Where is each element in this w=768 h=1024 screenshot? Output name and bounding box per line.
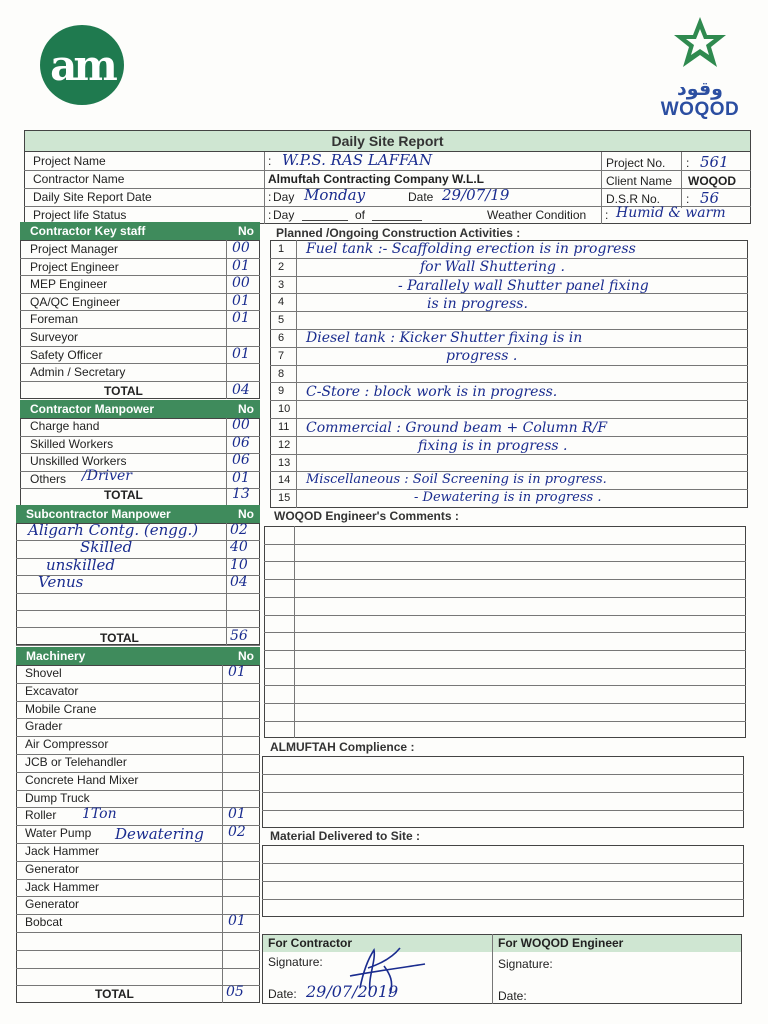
activity-row-number: 1 [278, 243, 285, 255]
of-label: of [355, 208, 366, 222]
machinery-label: Grader [25, 719, 63, 734]
key-staff-value: 00 [232, 275, 250, 292]
date-value: 29/07/19 [442, 186, 510, 204]
woqod-latin-text: WOQOD [660, 99, 740, 120]
subcontractor-value: 40 [230, 539, 248, 556]
colon: : [605, 208, 609, 222]
machinery-label: Jack Hammer [25, 879, 100, 894]
activity-row-number: 4 [278, 296, 285, 309]
pump-note: Dewatering [115, 825, 204, 843]
weather-value: Humid & warm [616, 205, 726, 221]
machinery-label: Air Compressor [25, 737, 109, 752]
key-staff-label: Project Manager [30, 242, 119, 256]
activity-row-number: 3 [278, 278, 285, 291]
machinery-label: Excavator [25, 683, 79, 698]
activity-line-2: for Wall Shuttering . [420, 259, 565, 275]
contractor-date-value: 29/07/2019 [306, 982, 399, 1001]
activity-line-8: Commercial : Ground beam + Column R/F [306, 420, 608, 436]
machinery-label: Concrete Hand Mixer [25, 772, 139, 787]
manpower-label: Unskilled Workers [30, 454, 127, 469]
machinery-label: Bobcat [25, 915, 63, 930]
activity-row-number: 7 [278, 349, 285, 362]
project-name-label: Project Name [33, 154, 106, 168]
subcontractor-value: 10 [230, 556, 248, 573]
date-word: Date [408, 190, 434, 204]
activity-line-9: fixing is in progress . [418, 438, 568, 454]
client-name-label: Client Name [606, 174, 673, 188]
woqod-logo [655, 15, 745, 125]
key-staff-label: Safety Officer [30, 347, 103, 362]
project-life-label: Project life Status [33, 208, 127, 222]
material-header: Material Delivered to Site : [270, 829, 421, 843]
activity-row-number: 9 [278, 385, 285, 398]
subcontractor-header: Subcontractor Manpower No [16, 505, 260, 523]
subcontractor-label: Skilled [80, 538, 133, 557]
machinery-label: Mobile Crane [25, 701, 97, 716]
key-staff-total-value: 04 [232, 381, 250, 398]
report-date-label: Daily Site Report Date [33, 190, 152, 204]
manpower-label: Skilled Workers [30, 436, 114, 451]
subcontractor-value: 04 [230, 574, 248, 591]
key-staff-value: 01 [232, 345, 250, 362]
for-contractor-label: For Contractor [268, 936, 352, 950]
machinery-label: Shovel [25, 666, 62, 680]
colon: : [686, 156, 690, 170]
machinery-total-label: TOTAL [95, 987, 134, 1001]
key-staff-value: 01 [232, 257, 250, 274]
subcontractor-total-value: 56 [230, 628, 248, 644]
project-no-value: 561 [700, 153, 729, 171]
contractor-name-value: Almuftah Contracting Company W.L.L [268, 172, 484, 186]
machinery-label: Jack Hammer [25, 844, 100, 858]
key-staff-value: 01 [232, 292, 250, 309]
subcontractor-label: Venus [38, 573, 84, 592]
manpower-value: 00 [232, 417, 250, 433]
machinery-total-value: 05 [226, 984, 244, 1000]
machinery-value: 01 [228, 913, 246, 930]
activity-row-number: 2 [278, 260, 285, 273]
colon: : [686, 192, 690, 206]
activity-row-number: 5 [278, 314, 285, 327]
subcontractor-label: unskilled [46, 555, 115, 574]
manpower-total-value: 13 [232, 486, 250, 503]
key-staff-label: Surveyor [30, 330, 79, 344]
dsr-no-value: 56 [700, 189, 720, 207]
key-staff-header: Contractor Key staff No [20, 222, 260, 240]
machinery-label: Generator [25, 897, 80, 912]
machinery-value: 01 [228, 806, 246, 823]
activity-row-number: 13 [278, 456, 291, 469]
page-title: Daily Site Report [331, 133, 444, 149]
project-no-label: Project No. [606, 156, 666, 170]
others-note: /Driver [82, 468, 132, 484]
manpower-value: 06 [232, 452, 250, 469]
key-staff-value: 01 [232, 310, 250, 327]
project-name-value: W.P.S. RAS LAFFAN [282, 151, 433, 169]
activity-line-6: progress . [446, 348, 518, 364]
key-staff-label: Admin / Secretary [30, 365, 126, 380]
activity-line-10: Miscellaneous : Soil Screening is in progress. [306, 472, 607, 487]
activity-line-11: - Dewatering is in progress . [414, 490, 602, 505]
day-value: Monday [304, 186, 366, 204]
comments-header: WOQOD Engineer's Comments : [274, 509, 459, 523]
machinery-label: Roller [25, 808, 57, 823]
woqod-star-icon [670, 15, 730, 71]
machinery-header: Machinery No [16, 647, 260, 665]
machinery-value: 02 [228, 824, 246, 841]
manpower-header: Contractor Manpower No [20, 400, 260, 418]
machinery-label: JCB or Telehandler [25, 755, 127, 769]
report-title-bar [24, 130, 751, 152]
activity-row-number: 6 [278, 332, 285, 344]
activity-line-7: C-Store : block work is in progress. [306, 384, 558, 400]
key-staff-total-label: TOTAL [104, 383, 143, 398]
client-name-value: WOQOD [688, 174, 736, 188]
key-staff-label: QA/QC Engineer [30, 294, 121, 309]
contractor-signature-image [340, 938, 430, 998]
woqod-signature-label: Signature: [498, 957, 553, 971]
activities-header: Planned /Ongoing Construction Activities : [276, 226, 521, 240]
manpower-value: 06 [232, 434, 250, 451]
almuftah-logo: am [40, 25, 124, 105]
activity-line-5: Diesel tank : Kicker Shutter fixing is in [306, 330, 583, 346]
machinery-value: 01 [228, 664, 246, 680]
manpower-total-label: TOTAL [104, 488, 143, 503]
activity-row-number: 12 [278, 438, 291, 451]
manpower-value: 01 [232, 469, 250, 486]
key-staff-label: Foreman [30, 312, 79, 327]
subcontractor-total-label: TOTAL [100, 631, 139, 645]
dsr-no-label: D.S.R No. [606, 192, 661, 206]
weather-label: Weather Condition [487, 208, 587, 222]
woqod-arabic-text: وقود [677, 78, 723, 100]
contractor-signature-label: Signature: [268, 955, 323, 969]
for-woqod-label: For WOQOD Engineer [498, 936, 624, 950]
machinery-label: Dump Truck [25, 790, 90, 805]
colon: : [268, 190, 272, 204]
activity-row-number: 11 [278, 421, 290, 433]
activity-row-number: 14 [278, 474, 291, 487]
roller-note: 1Ton [82, 806, 117, 822]
manpower-label: Others [30, 471, 67, 486]
subcontractor-label: Aligarh Contg. (engg.) [28, 521, 199, 539]
day-label: Day [273, 190, 295, 204]
colon: : [268, 208, 272, 222]
subcontractor-value: 02 [230, 522, 248, 538]
contractor-date-label: Date: [268, 987, 297, 1001]
key-staff-label: MEP Engineer [30, 277, 108, 292]
activity-line-1: Fuel tank :- Scaffolding erection is in progress [306, 241, 636, 257]
activity-line-4: is in progress. [427, 296, 528, 312]
machinery-label: Water Pump [25, 826, 92, 841]
machinery-label: Generator [25, 861, 80, 876]
compliance-header: ALMUFTAH Complience : [270, 740, 415, 754]
key-staff-label: Project Engineer [30, 259, 119, 274]
activity-row-number: 10 [278, 403, 291, 416]
manpower-label: Charge hand [30, 419, 100, 433]
activity-row-number: 8 [278, 367, 285, 380]
activity-line-3: - Parallely wall Shutter panel fixing [398, 278, 649, 294]
contractor-name-label: Contractor Name [33, 172, 125, 186]
activity-row-number: 15 [278, 492, 291, 505]
key-staff-value: 00 [232, 240, 250, 256]
colon: : [268, 154, 272, 168]
day-label-2: Day [273, 208, 295, 222]
woqod-date-label: Date: [498, 989, 527, 1003]
